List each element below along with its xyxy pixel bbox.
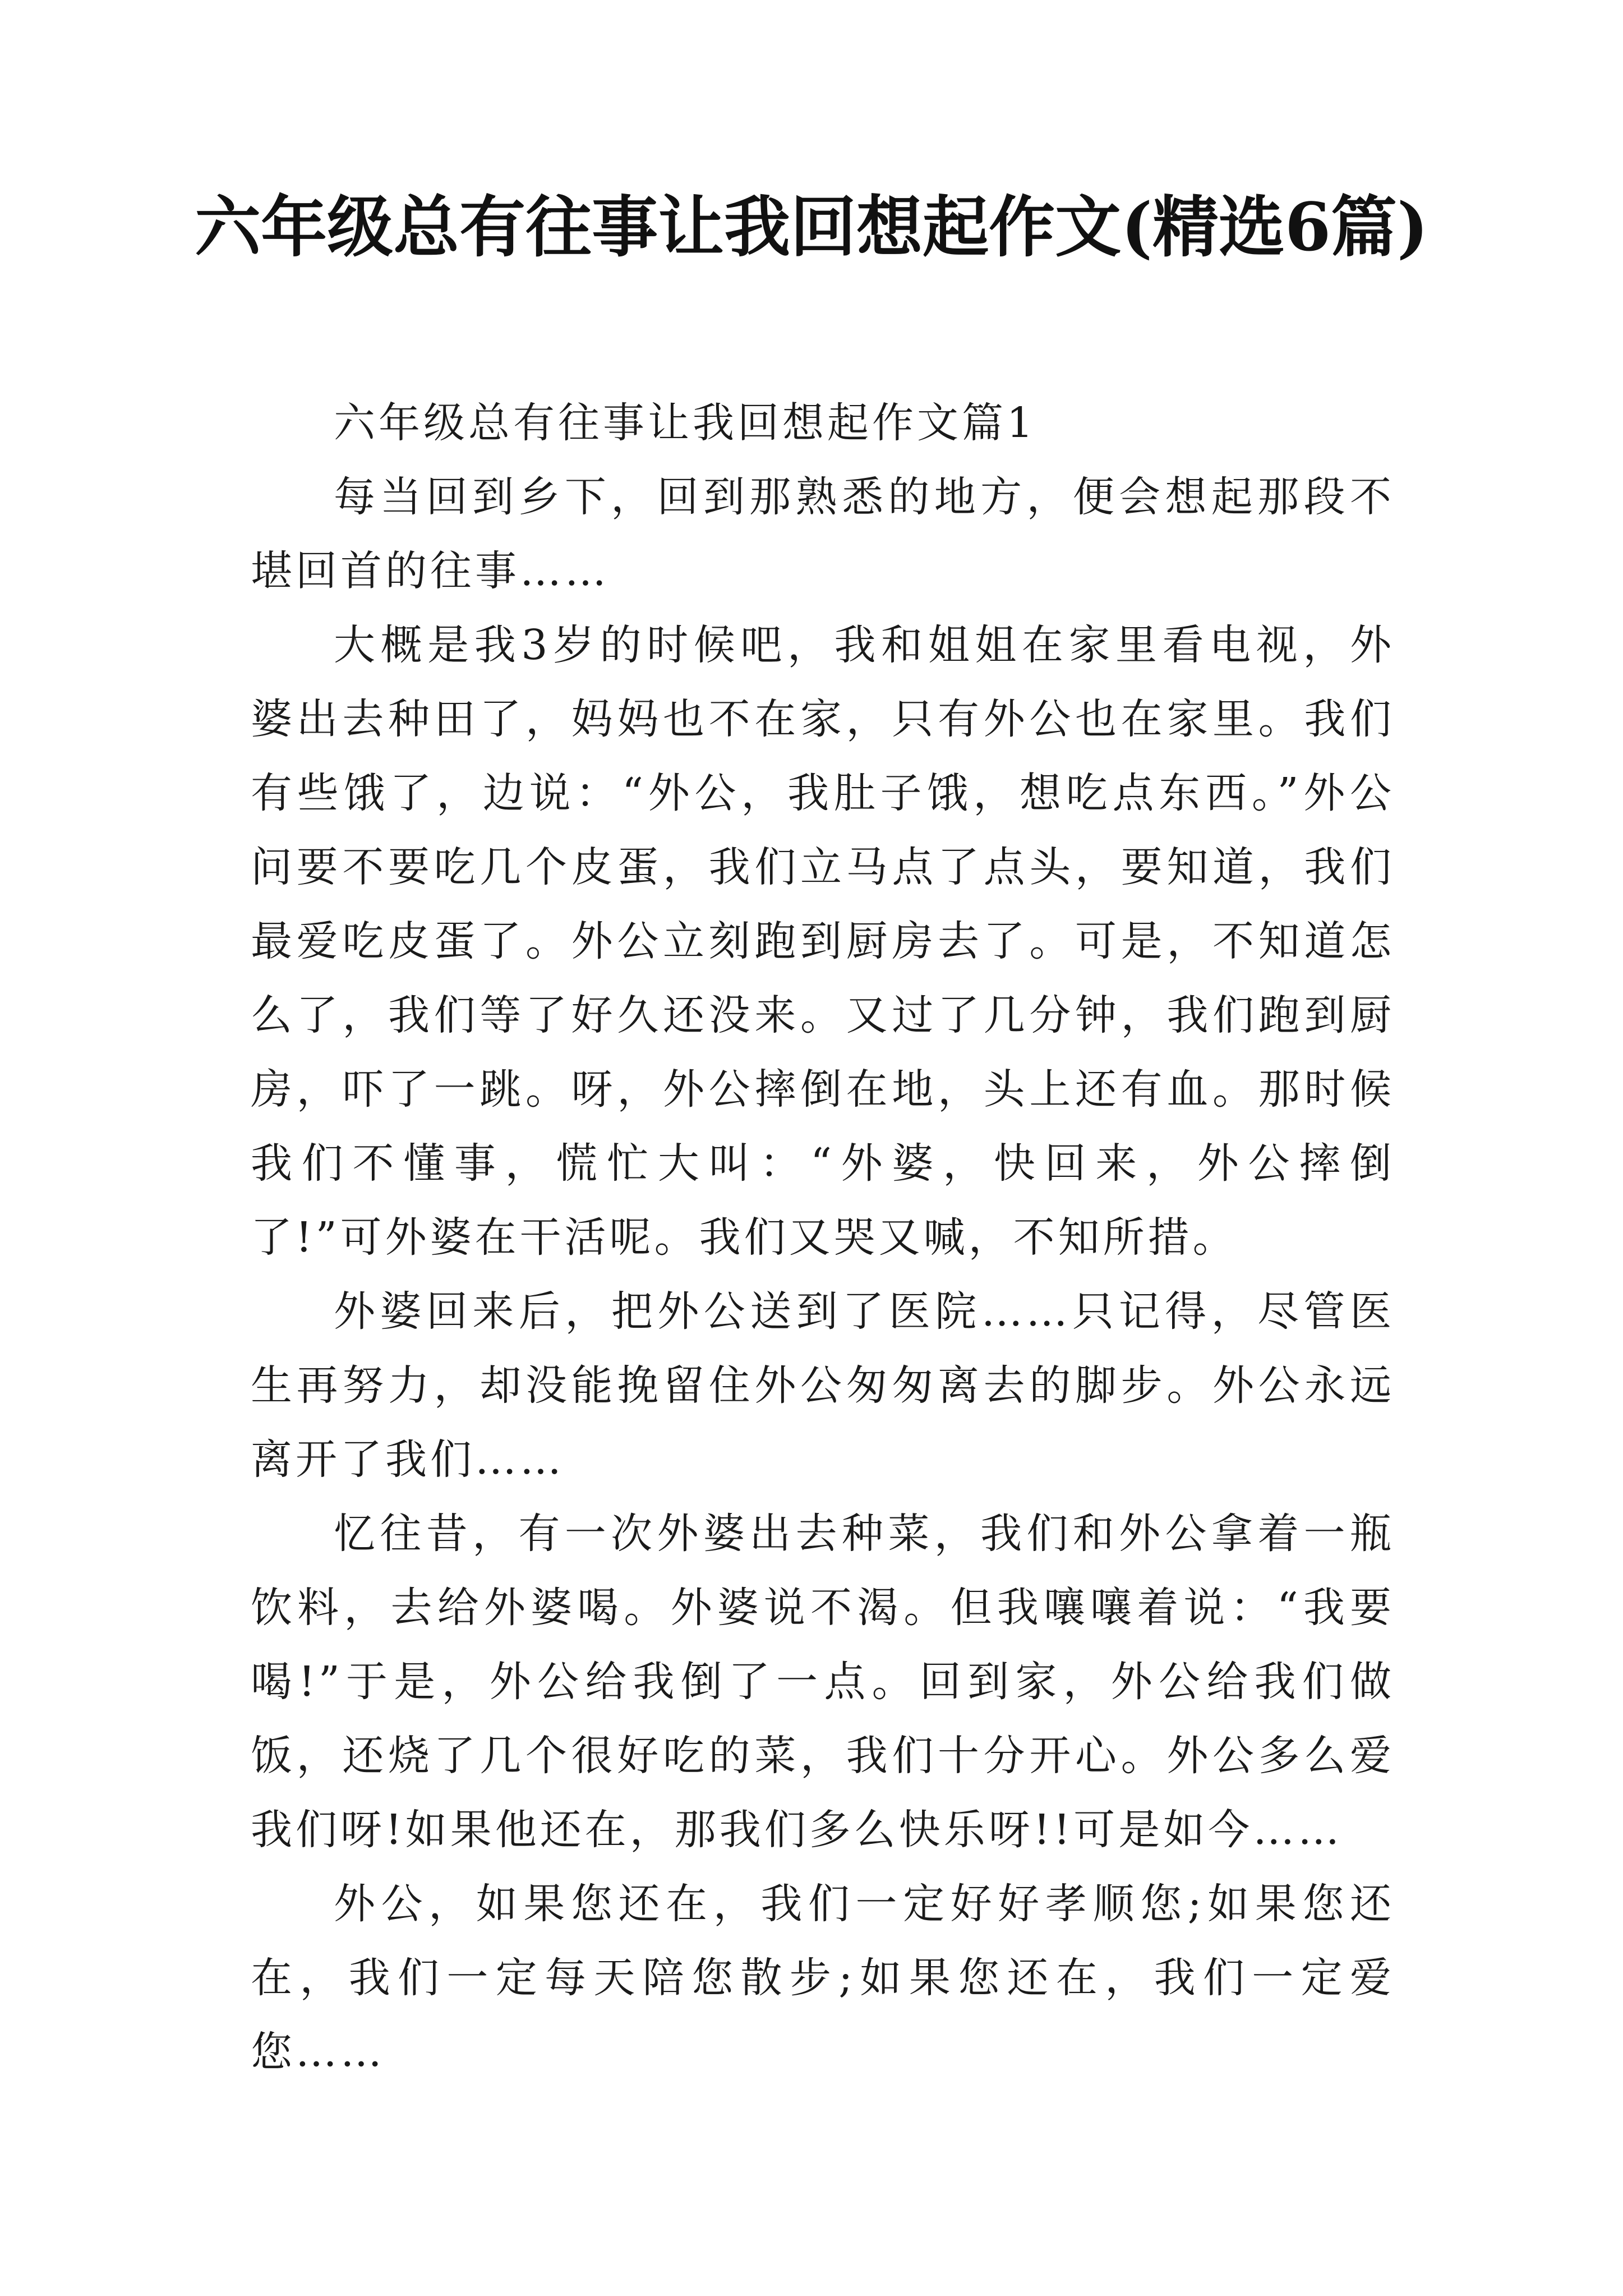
paragraph: 外公，如果您还在，我们一定好好孝顺您;如果您还在，我们一定每天陪您散步;如果您还在，我们一定爱您…… [251, 1880, 1395, 2076]
document-title: 六年级总有往事让我回想起作文(精选6篇) [195, 188, 1428, 266]
document-body [251, 386, 1395, 2089]
section-heading: 六年级总有往事让我回想起作文篇1 [334, 399, 1037, 447]
paragraph: 大概是我3岁的时候吧，我和姐姐在家里看电视，外婆出去种田了，妈妈也不在家，只有外公也在家里。我们有些饿了，边说：“外公，我肚子饿，想吃点东西。”外公问要不要吃几个皮蛋，我们立马点了点头，要知道，我们最爱吃皮蛋了。外公立刻跑到厨房去了。可是，不知道怎么了，我们等了好久还没来。又过了几分钟，我们跑到厨房，吓了一跳。呀，外公摔倒在地，头上还有血。那时候我们不懂事，慌忙大叫：“外婆，快回来，外公摔倒了!”可外婆在干活呢。我们又哭又喊，不知所措。 [251, 621, 1395, 1262]
paragraph: 外婆回来后，把外公送到了医院……只记得，尽管医生再努力，却没能挽留住外公匆匆离去的脚步。外公永远离开了我们…… [251, 1287, 1395, 1484]
paragraph: 每当回到乡下，回到那熟悉的地方，便会想起那段不堪回首的往事…… [251, 473, 1395, 595]
paragraph: 忆往昔，有一次外婆出去种菜，我们和外公拿着一瓶饮料，去给外婆喝。外婆说不渴。但我嚷嚷着说：“我要喝!”于是，外公给我倒了一点。回到家，外公给我们做饭，还烧了几个很好吃的菜，我们十分开心。外公多么爱我们呀!如果他还在，那我们多么快乐呀!!可是如今…… [251, 1510, 1395, 1854]
